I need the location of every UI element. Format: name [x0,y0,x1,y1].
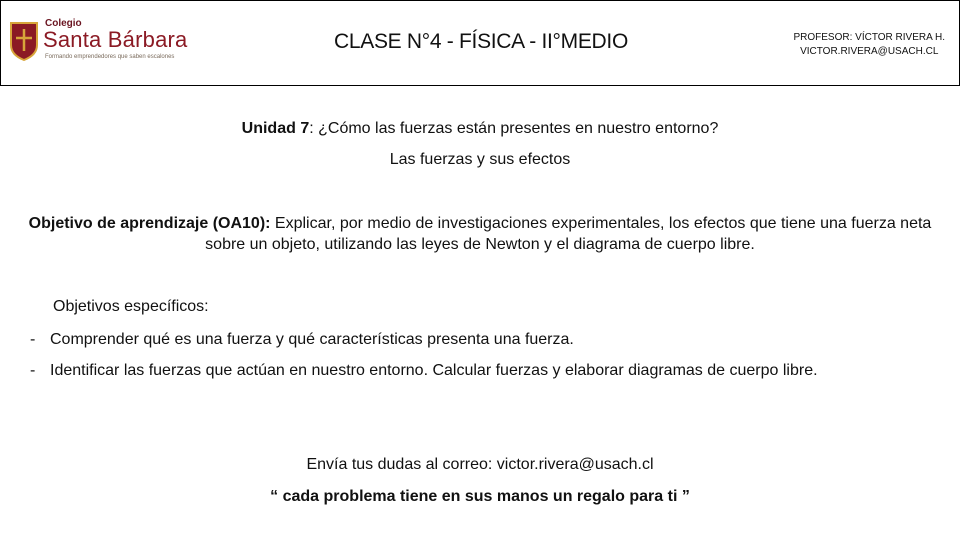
list-item [30,331,574,349]
teacher-info [793,31,945,59]
bullet-dash: - [30,362,36,379]
unit-subtitle: Las fuerzas y sus efectos [389,151,571,168]
bullet-dash: - [30,331,36,348]
teacher-email: VICTOR.RIVERA@USACH.CL [800,46,939,57]
logo-tagline: Formando emprendedores que saben escalones [45,54,175,60]
unit-question: : ¿Cómo las fuerzas están presentes en nuestro entorno? [309,120,719,137]
list-item-text: Identificar las fuerzas que actúan en nuestro entorno. Calcular fuerzas y elaborar diagramas de cuerpo libre. [50,362,818,379]
objective-label: Objetivo de aprendizaje (OA10): [28,215,271,232]
contact-line: Envía tus dudas al correo: victor.rivera@usach.cl [306,456,654,473]
specific-objectives-heading: Objetivos específicos: [53,298,209,315]
learning-objective [20,213,940,255]
unit-line [0,120,960,138]
logo-name: Santa Bárbara [43,27,188,52]
list-item-text: Comprender qué es una fuerza y qué características presenta una fuerza. [50,331,574,348]
unit-label: Unidad 7 [241,120,310,137]
header-bar [0,0,960,86]
page-title: CLASE N°4 - FÍSICA - II°MEDIO [334,30,628,53]
shield-icon [9,21,39,61]
school-logo [7,17,188,67]
logo-small-text: Colegio [45,18,82,29]
closing-quote: “ cada problema tiene en sus manos un regalo para ti ” [270,488,690,505]
list-item [30,362,818,380]
objective-text: Explicar, por medio de investigaciones experimentales, los efectos que tiene una fuerza neta sobre un objeto, utilizando las leyes de Newton y el diagrama de cuerpo libre. [205,215,932,253]
teacher-name: PROFESOR: VÍCTOR RIVERA H. [793,32,945,43]
